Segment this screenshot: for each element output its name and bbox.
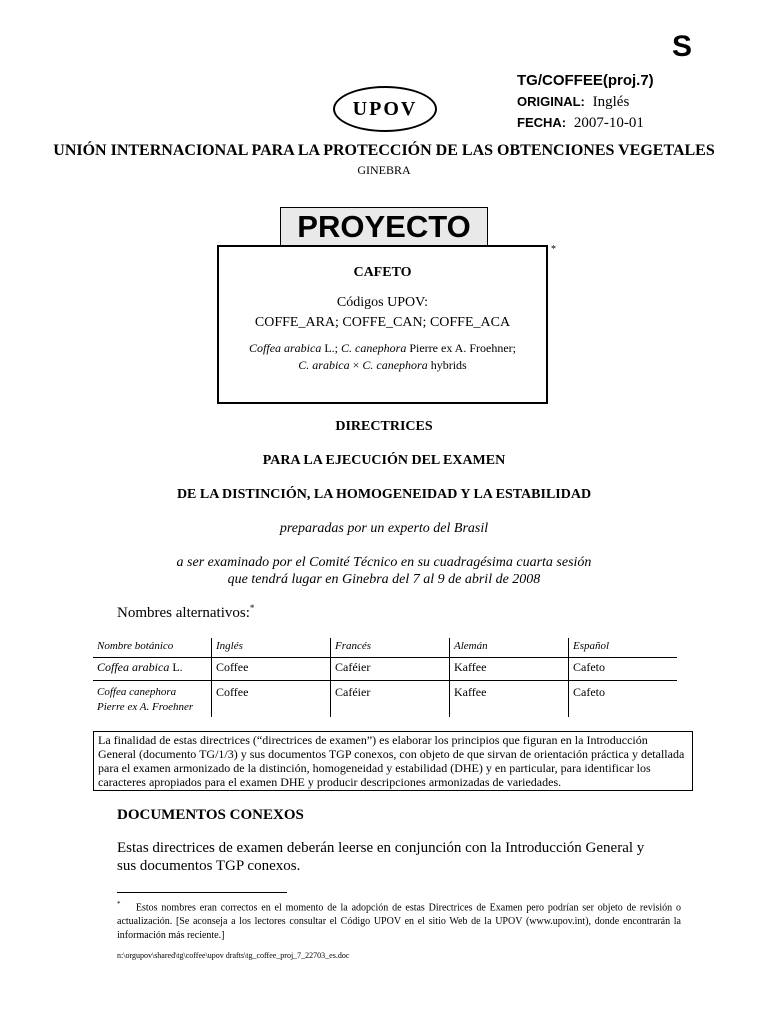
english-cell: Coffee [212, 658, 331, 681]
sci-name-4: C. canephora [362, 358, 428, 372]
english-cell: Coffee [212, 681, 331, 718]
header-german: Alemán [450, 638, 569, 658]
date-value: 2007-10-01 [573, 115, 644, 131]
sci-name-1: Coffea arabica [249, 341, 322, 355]
header-french: Francés [331, 638, 450, 658]
title-line3: DE LA DISTINCIÓN, LA HOMOGENEIDAD Y LA ESTABILIDAD [176, 487, 592, 502]
document-reference: TG/COFFEE(proj.7) [517, 72, 654, 89]
related-documents-heading: DOCUMENTOS CONEXOS [117, 807, 304, 823]
draft-label: PROYECTO [280, 207, 488, 246]
footnote-marker: * [117, 900, 121, 908]
header-english: Inglés [212, 638, 331, 658]
prepared-by: preparadas por un experto del Brasil [279, 521, 489, 536]
scientific-names-line2 [219, 358, 546, 373]
title-line1: DIRECTRICES [335, 419, 433, 434]
spanish-cell: Cafeto [569, 658, 678, 681]
scientific-names-line1 [219, 341, 546, 356]
purpose-box: La finalidad de estas directrices (“directrices de examen”) es elaborar los principios que figuran en la Introducción General (documento TG/1/3) y sus documentos TGP conexos, con objeto de que sirvan de orientación práctica y detallada para el examen armonizado de la distinción, homogeneidad y estabilidad (DHE) y en particular, para identificar los caracteres apropiados para el examen DHE y producir descripciones armonizadas de variedades. [93, 731, 693, 791]
common-name: CAFETO [353, 265, 412, 280]
botanical-italic: Coffea arabica [97, 660, 170, 674]
related-documents-body: Estas directrices de examen deberán leerse en conjunción con la Introducción General y sus documentos TGP conexos. [117, 840, 645, 874]
date-label: FECHA: [517, 115, 567, 130]
botanical-cell [93, 681, 212, 718]
footnote [117, 897, 681, 943]
alternative-names-text: Nombres alternativos: [117, 605, 250, 621]
alternative-names-table [93, 638, 677, 717]
hybrid-times: × [349, 358, 363, 372]
language-letter: S [671, 30, 692, 63]
organization-city: GINEBRA [357, 163, 411, 177]
german-cell: Kaffee [450, 681, 569, 718]
table-row [93, 681, 677, 718]
french-cell: Caféier [331, 658, 450, 681]
spanish-cell: Cafeto [569, 681, 678, 718]
original-value: Inglés [592, 94, 630, 110]
sci-name-2: C. canephora [341, 341, 407, 355]
header-botanical: Nombre botánico [93, 638, 212, 658]
table-header-row [93, 638, 677, 658]
german-cell: Kaffee [450, 658, 569, 681]
footnote-text: Estos nombres eran correctos en el momento de la adopción de estas Directrices de Examen pero podrían ser objeto de revisión o actualización. [Se aconseja a los lectores consultar el Código UPOV en el sitio Web de la UPOV (www.upov.int), donde encontrarán la información más reciente.] [117, 902, 681, 942]
title-line2: PARA LA EJECUCIÓN DEL EXAMEN [262, 453, 506, 468]
botanical-line2: Pierre ex A. Froehner [97, 701, 194, 713]
species-box [217, 245, 548, 404]
botanical-italic: Coffea canephora [97, 686, 177, 698]
sci-name-1-rest: L.; [321, 341, 342, 355]
draft-marker: * [551, 244, 556, 255]
alternative-names-marker: * [249, 603, 255, 613]
footnote-separator [117, 892, 287, 893]
original-label: ORIGINAL: [517, 94, 585, 109]
sci-name-4-rest: hybrids [427, 358, 467, 372]
original-language-row [517, 94, 629, 111]
botanical-rest: L. [169, 660, 183, 674]
header-spanish: Español [569, 638, 678, 658]
committee-line2: que tendrá lugar en Ginebra del 7 al 9 de abril de 2008 [227, 572, 541, 587]
upov-codes-label: Códigos UPOV: [336, 295, 429, 310]
french-cell: Caféier [331, 681, 450, 718]
table-row [93, 658, 677, 681]
date-row [517, 115, 644, 132]
upov-logo: UPOV [333, 86, 437, 132]
alternative-names-label [117, 603, 254, 622]
upov-codes: COFFE_ARA; COFFE_CAN; COFFE_ACA [254, 315, 511, 330]
sci-name-3: C. arabica [298, 358, 350, 372]
botanical-cell [93, 658, 212, 681]
organization-name: UNIÓN INTERNACIONAL PARA LA PROTECCIÓN DE LAS OBTENCIONES VEGETALES [53, 142, 715, 159]
file-path: n:\orgupov\shared\tg\coffee\upov drafts\tg_coffee_proj_7_22703_es.doc [117, 951, 350, 960]
committee-line1: a ser examinado por el Comité Técnico en su cuadragésima cuarta sesión [176, 555, 592, 570]
sci-name-2-rest: Pierre ex A. Froehner; [406, 341, 516, 355]
